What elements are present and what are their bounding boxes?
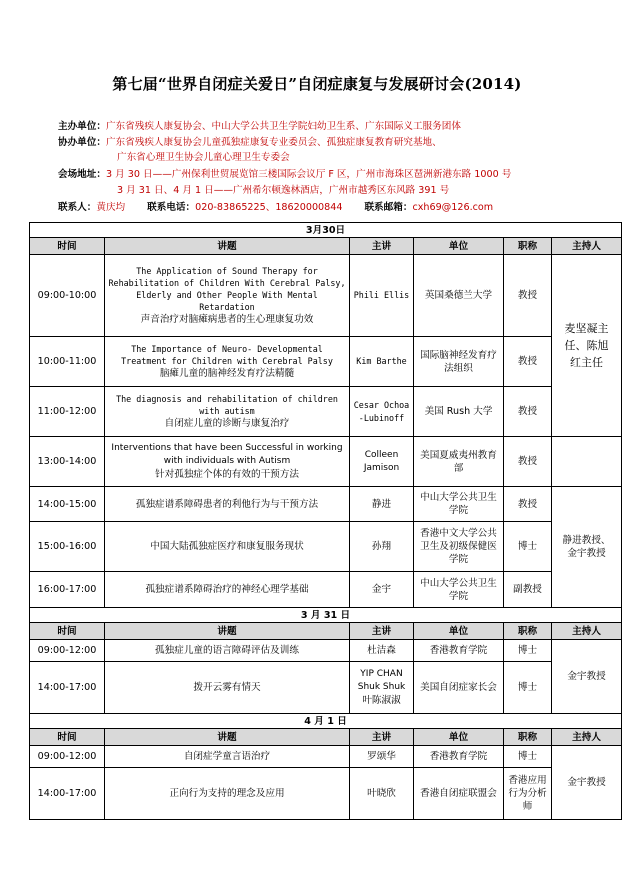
speaker-cell <box>350 662 414 714</box>
topic-en: The Importance of Neuro- Developmental Treatment for Children with Cerebral Palsy <box>121 344 333 366</box>
time-cell: 16:00-17:00 <box>30 572 105 608</box>
title-cell: 教授 <box>504 437 552 487</box>
time-cell: 14:00-17:00 <box>30 768 105 820</box>
host-cell: 金宇教授 <box>552 640 622 714</box>
time-cell: 11:00-12:00 <box>30 387 105 437</box>
topic-cell <box>105 387 350 437</box>
table-row <box>30 437 622 487</box>
table-row <box>30 337 622 387</box>
header-topic: 讲题 <box>105 238 350 255</box>
topic-cell: 正向行为支持的理念及应用 <box>105 768 350 820</box>
title-cell: 博士 <box>504 522 552 572</box>
topic-cell: 孤独症谱系障碍患者的利他行为与干预方法 <box>105 487 350 522</box>
topic-en: Interventions that have been Successful in working with individuals with Autism <box>111 443 343 466</box>
title-cell: 教授 <box>504 337 552 387</box>
venue-value-2: 3 月 31 日、4 月 1 日——广州希尔顿逸林酒店，广州市越秀区东风路 391 号 <box>117 185 450 196</box>
time-cell: 09:00-12:00 <box>30 746 105 768</box>
header-unit: 单位 <box>414 238 504 255</box>
topic-en: The diagnosis and rehabilitation of children with autism <box>116 394 338 416</box>
speaker-cell: 叶晓欣 <box>350 768 414 820</box>
speaker-cell: 静进 <box>350 487 414 522</box>
topic-zh: 自闭症儿童的诊断与康复治疗 <box>164 418 290 429</box>
table-row <box>30 662 622 714</box>
day-heading: 3 月 31 日 <box>30 608 622 623</box>
table-header-row <box>30 623 622 640</box>
header-time: 时间 <box>30 238 105 255</box>
header-speaker: 主讲 <box>350 238 414 255</box>
topic-cell: 中国大陆孤独症医疗和康复服务现状 <box>105 522 350 572</box>
header-host: 主持人 <box>552 238 622 255</box>
title-cell: 博士 <box>504 746 552 768</box>
topic-cell: 自闭症学童言语治疗 <box>105 746 350 768</box>
organizer-line <box>58 119 618 134</box>
email-label: 联系邮箱： <box>364 202 413 213</box>
host-cell-empty <box>552 437 622 487</box>
unit-cell: 香港教育学院 <box>414 640 504 662</box>
header-title: 职称 <box>504 238 552 255</box>
table-row <box>30 387 622 437</box>
unit-cell: 国际脑神经发育疗法组织 <box>414 337 504 387</box>
organizer-label: 主办单位： <box>58 121 106 132</box>
contact-value: 黄庆均 <box>96 202 126 213</box>
title-cell: 副教授 <box>504 572 552 608</box>
unit-cell: 中山大学公共卫生学院 <box>414 572 504 608</box>
title-cell: 教授 <box>504 487 552 522</box>
co-organizer-line <box>58 135 618 150</box>
organizer-value: 广东省残疾人康复协会、中山大学公共卫生学院妇幼卫生系、广东国际义工服务团体 <box>105 121 461 132</box>
title-cell: 博士 <box>504 640 552 662</box>
topic-cell <box>105 437 350 487</box>
speaker-cell: Kim Barthe <box>350 337 414 387</box>
speaker-en: YIP CHAN Shuk Shuk <box>357 669 406 692</box>
topic-cell: 拨开云雾有情天 <box>105 662 350 714</box>
table-row <box>30 746 622 768</box>
table-row <box>30 640 622 662</box>
unit-cell: 英国桑德兰大学 <box>414 255 504 337</box>
table-row <box>30 522 622 572</box>
header-unit: 单位 <box>414 623 504 640</box>
co-organizer-value-1: 广东省残疾人康复协会儿童孤独症康复专业委员会、孤独症康复教育研究基地、 <box>105 137 442 148</box>
unit-cell: 中山大学公共卫生学院 <box>414 487 504 522</box>
email-value: cxh69@126.com <box>412 202 494 213</box>
table-header-row <box>30 238 622 255</box>
phone-label: 联系电话： <box>147 202 196 213</box>
unit-cell: 美国自闭症家长会 <box>414 662 504 714</box>
time-cell: 10:00-11:00 <box>30 337 105 387</box>
header-host: 主持人 <box>552 729 622 746</box>
page-title: 第七届“世界自闭症关爱日”自闭症康复与发展研讨会(2014) <box>112 75 522 93</box>
table-row <box>30 487 622 522</box>
speaker-cell: 金宇 <box>350 572 414 608</box>
header-topic: 讲题 <box>105 729 350 746</box>
table-row <box>30 572 622 608</box>
speaker-cell: 杜洁森 <box>350 640 414 662</box>
header-speaker: 主讲 <box>350 623 414 640</box>
schedule-table <box>29 222 622 820</box>
host-cell: 麦坚凝主任、陈旭红主任 <box>552 255 622 437</box>
time-cell: 14:00-17:00 <box>30 662 105 714</box>
venue-value-1: 3 月 30 日——广州保利世贸展览馆三楼国际会议厅 F 区，广州市海珠区琶洲新港东路 1000 号 <box>105 169 512 180</box>
venue-label: 会场地址： <box>58 169 106 180</box>
speaker-cell: Colleen Jamison <box>350 437 414 487</box>
host-cell: 金宇教授 <box>552 746 622 820</box>
topic-en: The Application of Sound Therapy for Rehabilitation of Children With Cerebral Palsy, Elderly and Other People With Mental Retardation <box>108 266 346 312</box>
table-header-row <box>30 729 622 746</box>
header-topic: 讲题 <box>105 623 350 640</box>
day-heading: 4 月 1 日 <box>30 714 622 729</box>
title-cell: 教授 <box>504 255 552 337</box>
header-speaker: 主讲 <box>350 729 414 746</box>
venue-line-2 <box>58 183 634 198</box>
table-row <box>30 255 622 337</box>
co-organizer-line-2 <box>58 150 634 165</box>
speaker-zh: 叶陈淑淑 <box>362 695 401 706</box>
speaker-cell: 孙翔 <box>350 522 414 572</box>
unit-cell: 香港自闭症联盟会 <box>414 768 504 820</box>
title-cell: 博士 <box>504 662 552 714</box>
topic-zh: 声音治疗对脑瘫病患者的生心理康复功效 <box>140 314 314 325</box>
topic-cell: 孤独症儿童的语言障碍评估及训练 <box>105 640 350 662</box>
day-heading: 3月30日 <box>30 223 622 238</box>
header-title: 职称 <box>504 623 552 640</box>
header-unit: 单位 <box>414 729 504 746</box>
co-organizer-value-2: 广东省心理卫生协会儿童心理卫生专委会 <box>117 152 290 163</box>
contact-line <box>58 200 618 215</box>
time-cell: 13:00-14:00 <box>30 437 105 487</box>
venue-line <box>58 167 618 182</box>
topic-cell <box>105 255 350 337</box>
header-title: 职称 <box>504 729 552 746</box>
speaker-cell: 罗颂华 <box>350 746 414 768</box>
time-cell: 09:00-10:00 <box>30 255 105 337</box>
topic-cell <box>105 337 350 387</box>
host-cell: 静进教授、金宇教授 <box>552 487 622 608</box>
topic-zh: 针对孤独症个体的有效的干预方法 <box>155 469 299 480</box>
title-cell: 教授 <box>504 387 552 437</box>
title-cell: 香港应用行为分析师 <box>504 768 552 820</box>
unit-cell: 美国 Rush 大学 <box>414 387 504 437</box>
co-organizer-label: 协办单位： <box>58 137 106 148</box>
header-time: 时间 <box>30 623 105 640</box>
time-cell: 09:00-12:00 <box>30 640 105 662</box>
topic-zh: 脑瘫儿童的脑神经发育疗法精髓 <box>159 368 295 379</box>
speaker-cell: Phili Ellis <box>350 255 414 337</box>
topic-cell: 孤独症谱系障碍治疗的神经心理学基础 <box>105 572 350 608</box>
time-cell: 14:00-15:00 <box>30 487 105 522</box>
unit-cell: 美国夏威夷州教育部 <box>414 437 504 487</box>
table-row <box>30 768 622 820</box>
unit-cell: 香港中文大学公共卫生及初级保健医学院 <box>414 522 504 572</box>
header-time: 时间 <box>30 729 105 746</box>
unit-cell: 香港教育学院 <box>414 746 504 768</box>
contact-label: 联系人： <box>58 202 97 213</box>
speaker-cell: Cesar Ochoa-Lubinoff <box>350 387 414 437</box>
header-host: 主持人 <box>552 623 622 640</box>
time-cell: 15:00-16:00 <box>30 522 105 572</box>
phone-value: 020-83865225、18620000844 <box>195 202 343 213</box>
